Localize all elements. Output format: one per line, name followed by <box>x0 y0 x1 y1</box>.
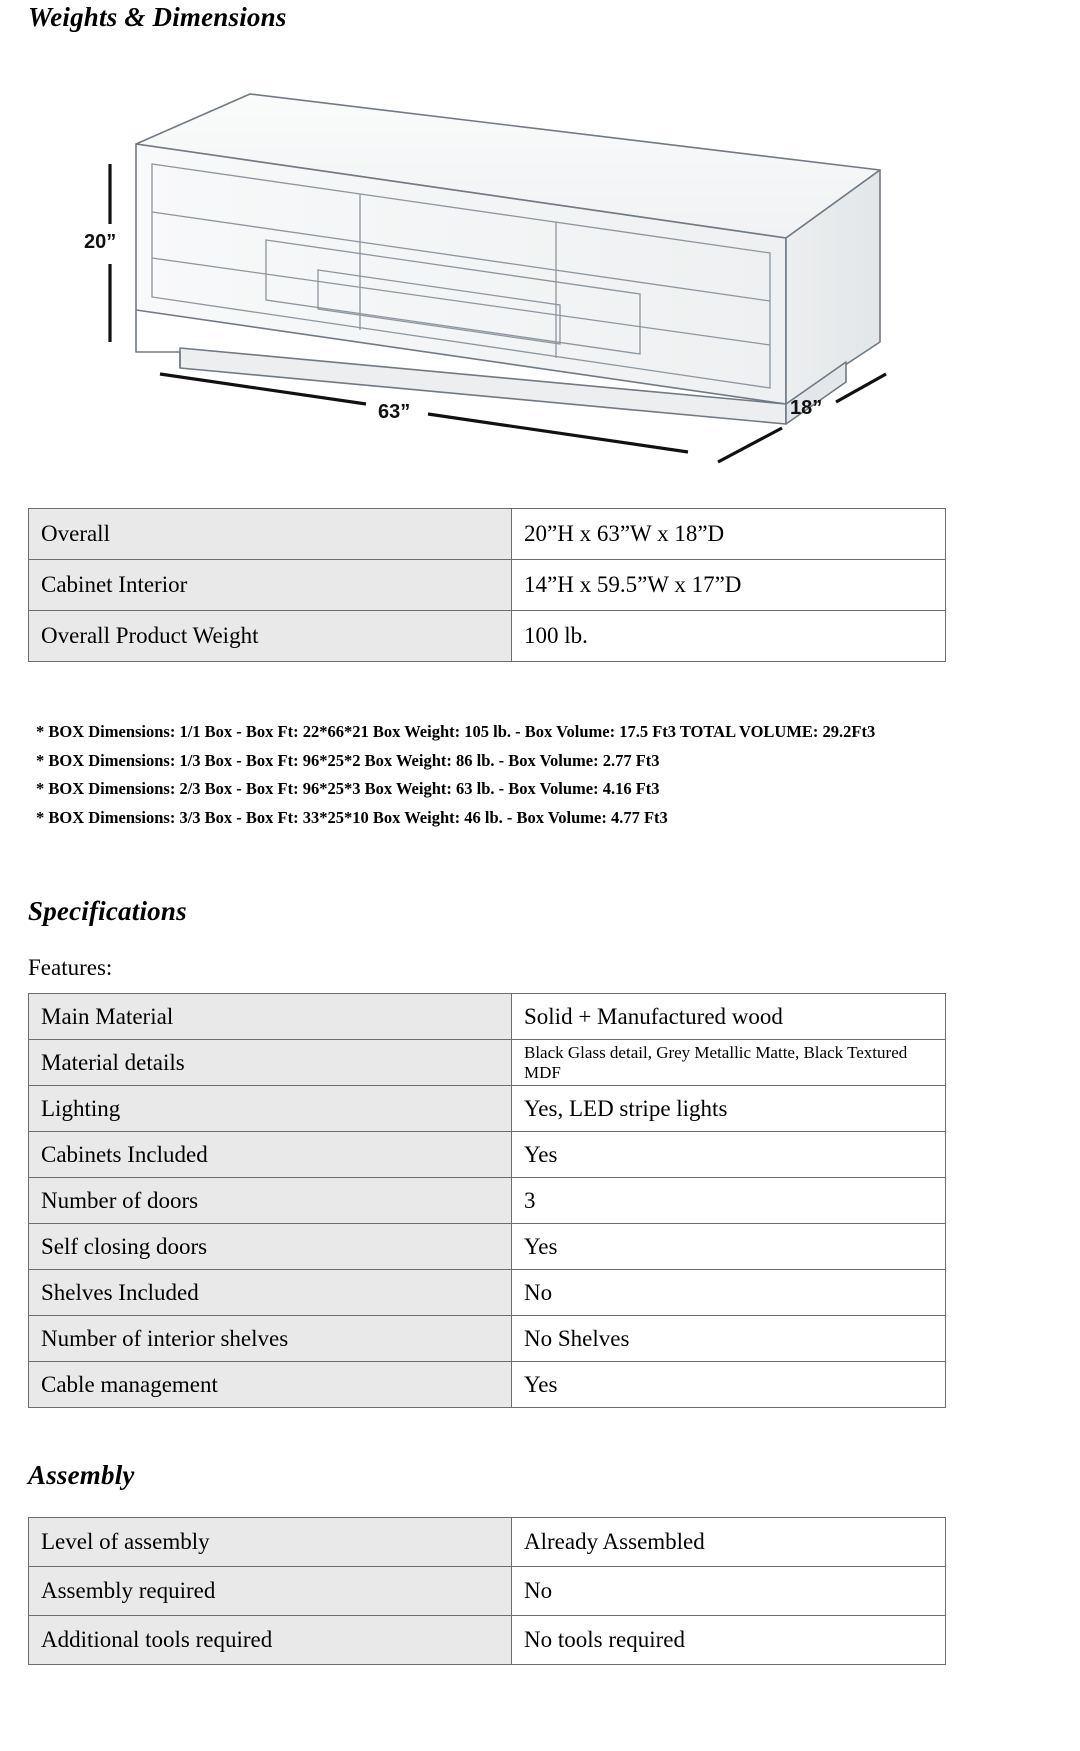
feature-row-key: Self closing doors <box>29 1224 512 1270</box>
table-row <box>29 1224 946 1270</box>
table-row <box>29 1132 946 1178</box>
table-row <box>29 1362 946 1408</box>
feature-row-value: Yes <box>512 1362 946 1408</box>
assembly-row-key: Level of assembly <box>29 1518 512 1567</box>
width-dimension-label: 63” <box>378 401 411 423</box>
box-dimension-line: * BOX Dimensions: 1/1 Box - Box Ft: 22*66*21 Box Weight: 105 lb. - Box Volume: 17.5 Ft3 TOTAL VOLUME: 29.2Ft3 <box>36 722 876 741</box>
dimensions-row-value: 20”H x 63”W x 18”D <box>512 509 946 560</box>
feature-row-value: Yes <box>512 1132 946 1178</box>
table-row <box>29 1518 946 1567</box>
assembly-row-key: Additional tools required <box>29 1616 512 1665</box>
dimensions-row-key: Cabinet Interior <box>29 560 512 611</box>
box-dimension-line: * BOX Dimensions: 2/3 Box - Box Ft: 96*25*3 Box Weight: 63 lb. - Box Volume: 4.16 Ft3 <box>36 779 660 798</box>
feature-row-key: Material details <box>29 1040 512 1086</box>
assembly-row-value: Already Assembled <box>512 1518 946 1567</box>
assembly-row-value: No <box>512 1567 946 1616</box>
table-row <box>29 1086 946 1132</box>
feature-row-key: Number of interior shelves <box>29 1316 512 1362</box>
table-row <box>29 1040 946 1086</box>
feature-row-key: Lighting <box>29 1086 512 1132</box>
height-dimension-label: 20” <box>84 231 117 253</box>
feature-row-key: Number of doors <box>29 1178 512 1224</box>
box-dimensions-notes <box>36 718 1046 832</box>
assembly-table <box>28 1517 946 1665</box>
cabinet-body <box>136 94 880 424</box>
assembly-row-value: No tools required <box>512 1616 946 1665</box>
assembly-heading: Assembly <box>28 1460 135 1490</box>
dimensions-table <box>28 508 946 662</box>
feature-row-value: 3 <box>512 1178 946 1224</box>
depth-dimension-label: 18” <box>790 397 823 419</box>
table-row <box>29 1270 946 1316</box>
table-row <box>29 1616 946 1665</box>
feature-row-value: Yes <box>512 1224 946 1270</box>
feature-row-value: Yes, LED stripe lights <box>512 1086 946 1132</box>
feature-row-value: No Shelves <box>512 1316 946 1362</box>
dimensions-row-key: Overall <box>29 509 512 560</box>
feature-row-key: Cabinets Included <box>29 1132 512 1178</box>
box-dimension-line: * BOX Dimensions: 3/3 Box - Box Ft: 33*25*10 Box Weight: 46 lb. - Box Volume: 4.77 Ft3 <box>36 807 668 827</box>
table-row <box>29 1178 946 1224</box>
features-label: Features: <box>28 955 113 980</box>
feature-row-key: Cable management <box>29 1362 512 1408</box>
dimensions-row-value: 14”H x 59.5”W x 17”D <box>512 560 946 611</box>
assembly-row-key: Assembly required <box>29 1567 512 1616</box>
box-dimension-line: * BOX Dimensions: 1/3 Box - Box Ft: 96*25*2 Box Weight: 86 lb. - Box Volume: 2.77 Ft3 <box>36 750 660 770</box>
feature-row-value: No <box>512 1270 946 1316</box>
feature-row-key: Shelves Included <box>29 1270 512 1316</box>
table-row <box>29 994 946 1040</box>
weights-dimensions-heading: Weights & Dimensions <box>28 2 287 32</box>
features-table <box>28 993 946 1408</box>
specifications-heading: Specifications <box>28 896 187 926</box>
table-row <box>29 1567 946 1616</box>
table-row <box>29 509 946 560</box>
table-row <box>29 611 946 662</box>
product-dimension-diagram <box>0 52 1080 482</box>
feature-row-value: Black Glass detail, Grey Metallic Matte, Black Textured MDF <box>512 1040 946 1086</box>
dimensions-row-value: 100 lb. <box>512 611 946 662</box>
table-row <box>29 1316 946 1362</box>
table-row <box>29 560 946 611</box>
dimensions-row-key: Overall Product Weight <box>29 611 512 662</box>
feature-row-value: Solid + Manufactured wood <box>512 994 946 1040</box>
feature-row-key: Main Material <box>29 994 512 1040</box>
